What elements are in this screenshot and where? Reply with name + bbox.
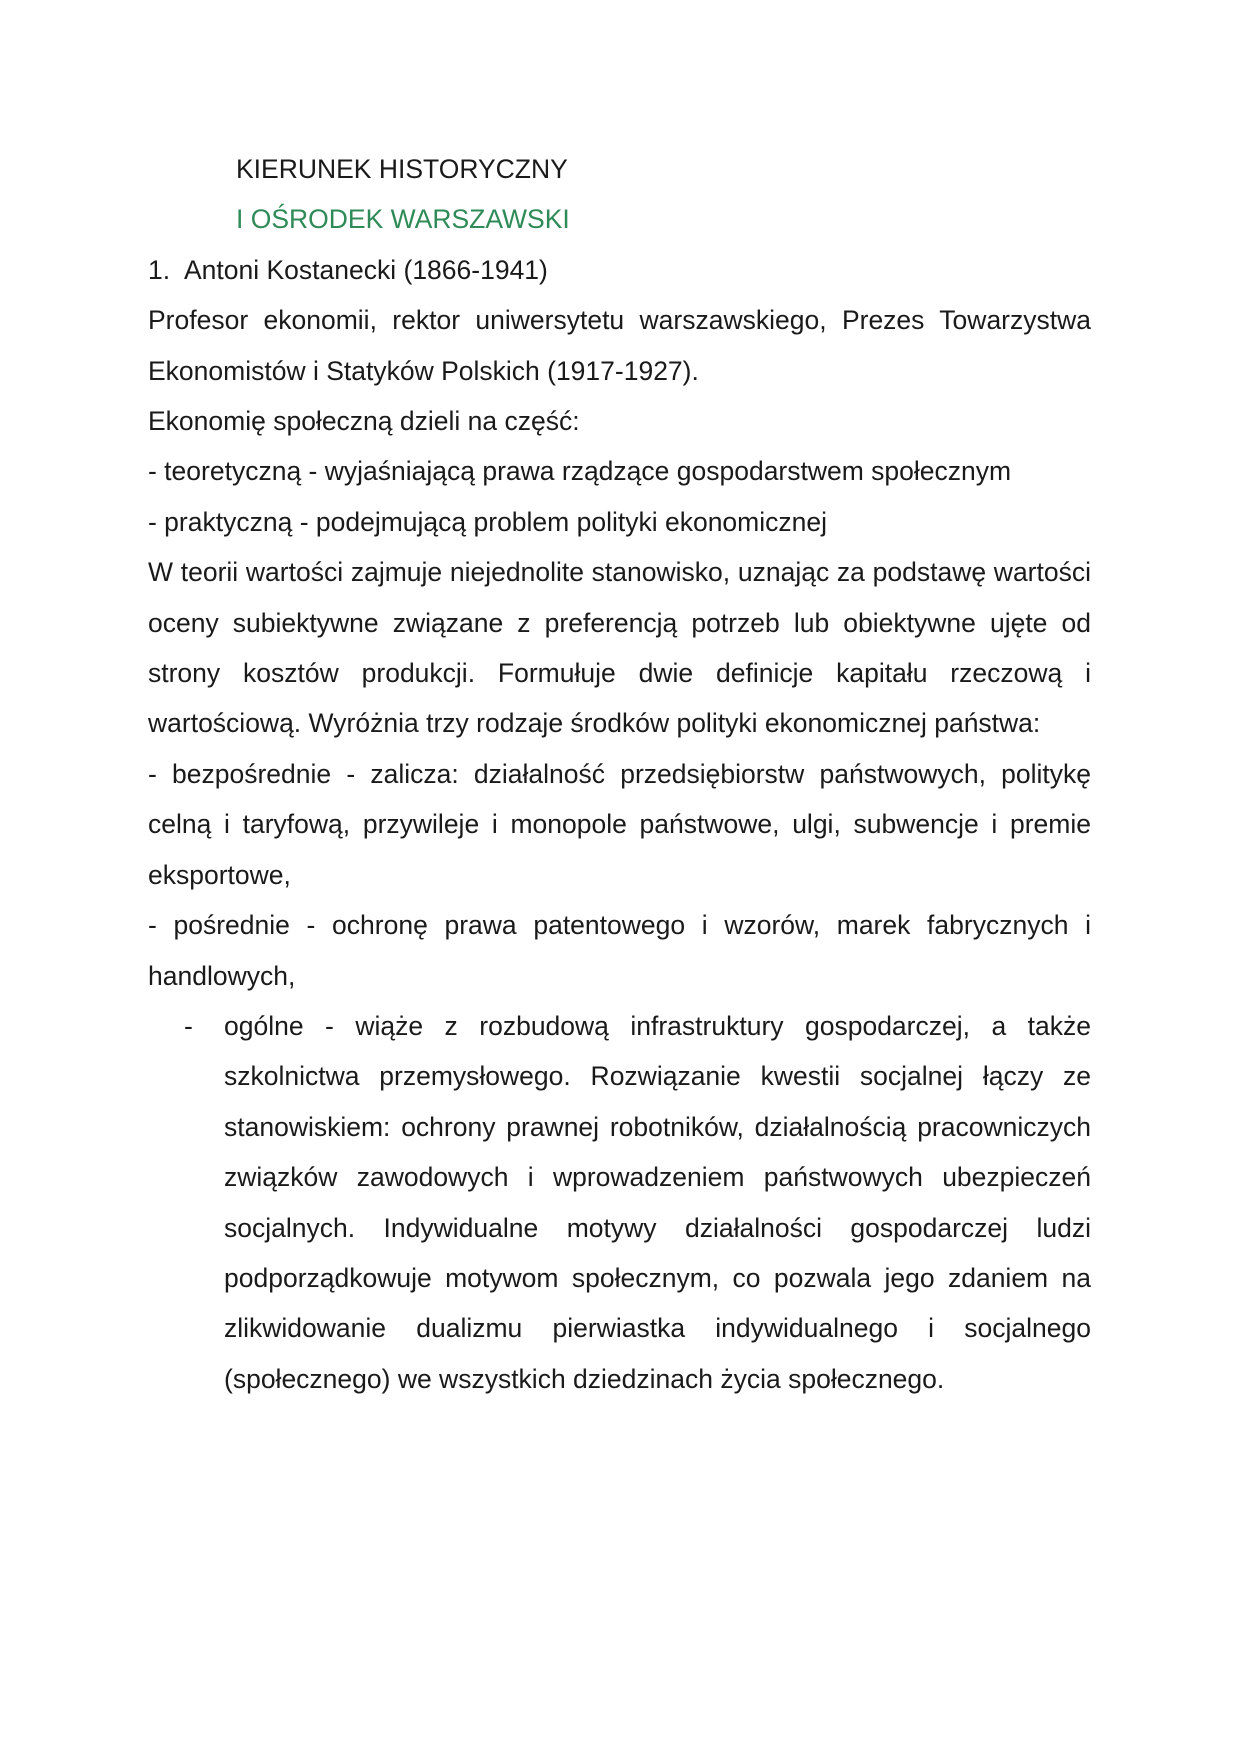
heading-block <box>148 144 1091 245</box>
heading-line-2: I OŚRODEK WARSZAWSKI <box>236 204 570 235</box>
section-title: Antoni Kostanecki (1866-1941) <box>184 254 548 285</box>
paragraph-value-theory: W teorii wartości zajmuje niejednolite stanowisko, uznając za podstawę wartości oceny subiektywne związane z preferencją potrzeb lub obiektywne ujęte od strony kosztów produkcji. Formułuje dwie definicje kapitału rzeczową i wartościową. Wyróżnia trzy rodzaje środków polityki ekonomicznej państwa: <box>148 557 1091 739</box>
paragraph-practical: - praktyczną - podejmującą problem polityki ekonomicznej <box>148 506 827 537</box>
paragraph-direct-means: - bezpośrednie - zalicza: działalność przedsiębiorstw państwowych, politykę celną i taryfową, przywileje i monopole państwowe, ulgi, subwencje i premie eksportowe, <box>148 758 1091 890</box>
section-heading <box>148 245 1091 295</box>
heading-line-1: KIERUNEK HISTORYCZNY <box>236 154 568 184</box>
list-bullet-dash: - <box>184 1010 193 1041</box>
section-number: 1. <box>148 254 171 285</box>
paragraph-profile: Profesor ekonomii, rektor uniwersytetu warszawskiego, Prezes Towarzystwa Ekonomistów i Statyków Polskich (1917-1927). <box>148 305 1091 386</box>
document-body <box>148 144 1091 1404</box>
list-item-general <box>148 1001 1091 1404</box>
paragraph-intro-division: Ekonomię społeczną dzieli na część: <box>148 406 580 437</box>
list-item-text: ogólne - wiąże z rozbudową infrastruktury gospodarczej, a także szkolnictwa przemysłowego. Rozwiązanie kwestii socjalnej łączy ze stanowiskiem: ochrony prawnej robotników, działalnością pracowniczych związków zawodowych i wprowadzeniem państwowych ubezpieczeń socjalnych. Indywidualne motywy działalności gospodarczej ludzi podporządkowuje motywom społecznym, co pozwala jego zdaniem na zlikwidowanie dualizmu pierwiastka indywidualnego i socjalnego (społecznego) we wszystkich dziedzinach życia społecznego. <box>224 1010 1091 1394</box>
paragraph-theoretical: - teoretyczną - wyjaśniającą prawa rządzące gospodarstwem społecznym <box>148 456 1012 487</box>
paragraph-indirect-means: - pośrednie - ochronę prawa patentowego i wzorów, marek fabrycznych i handlowych, <box>148 910 1091 991</box>
